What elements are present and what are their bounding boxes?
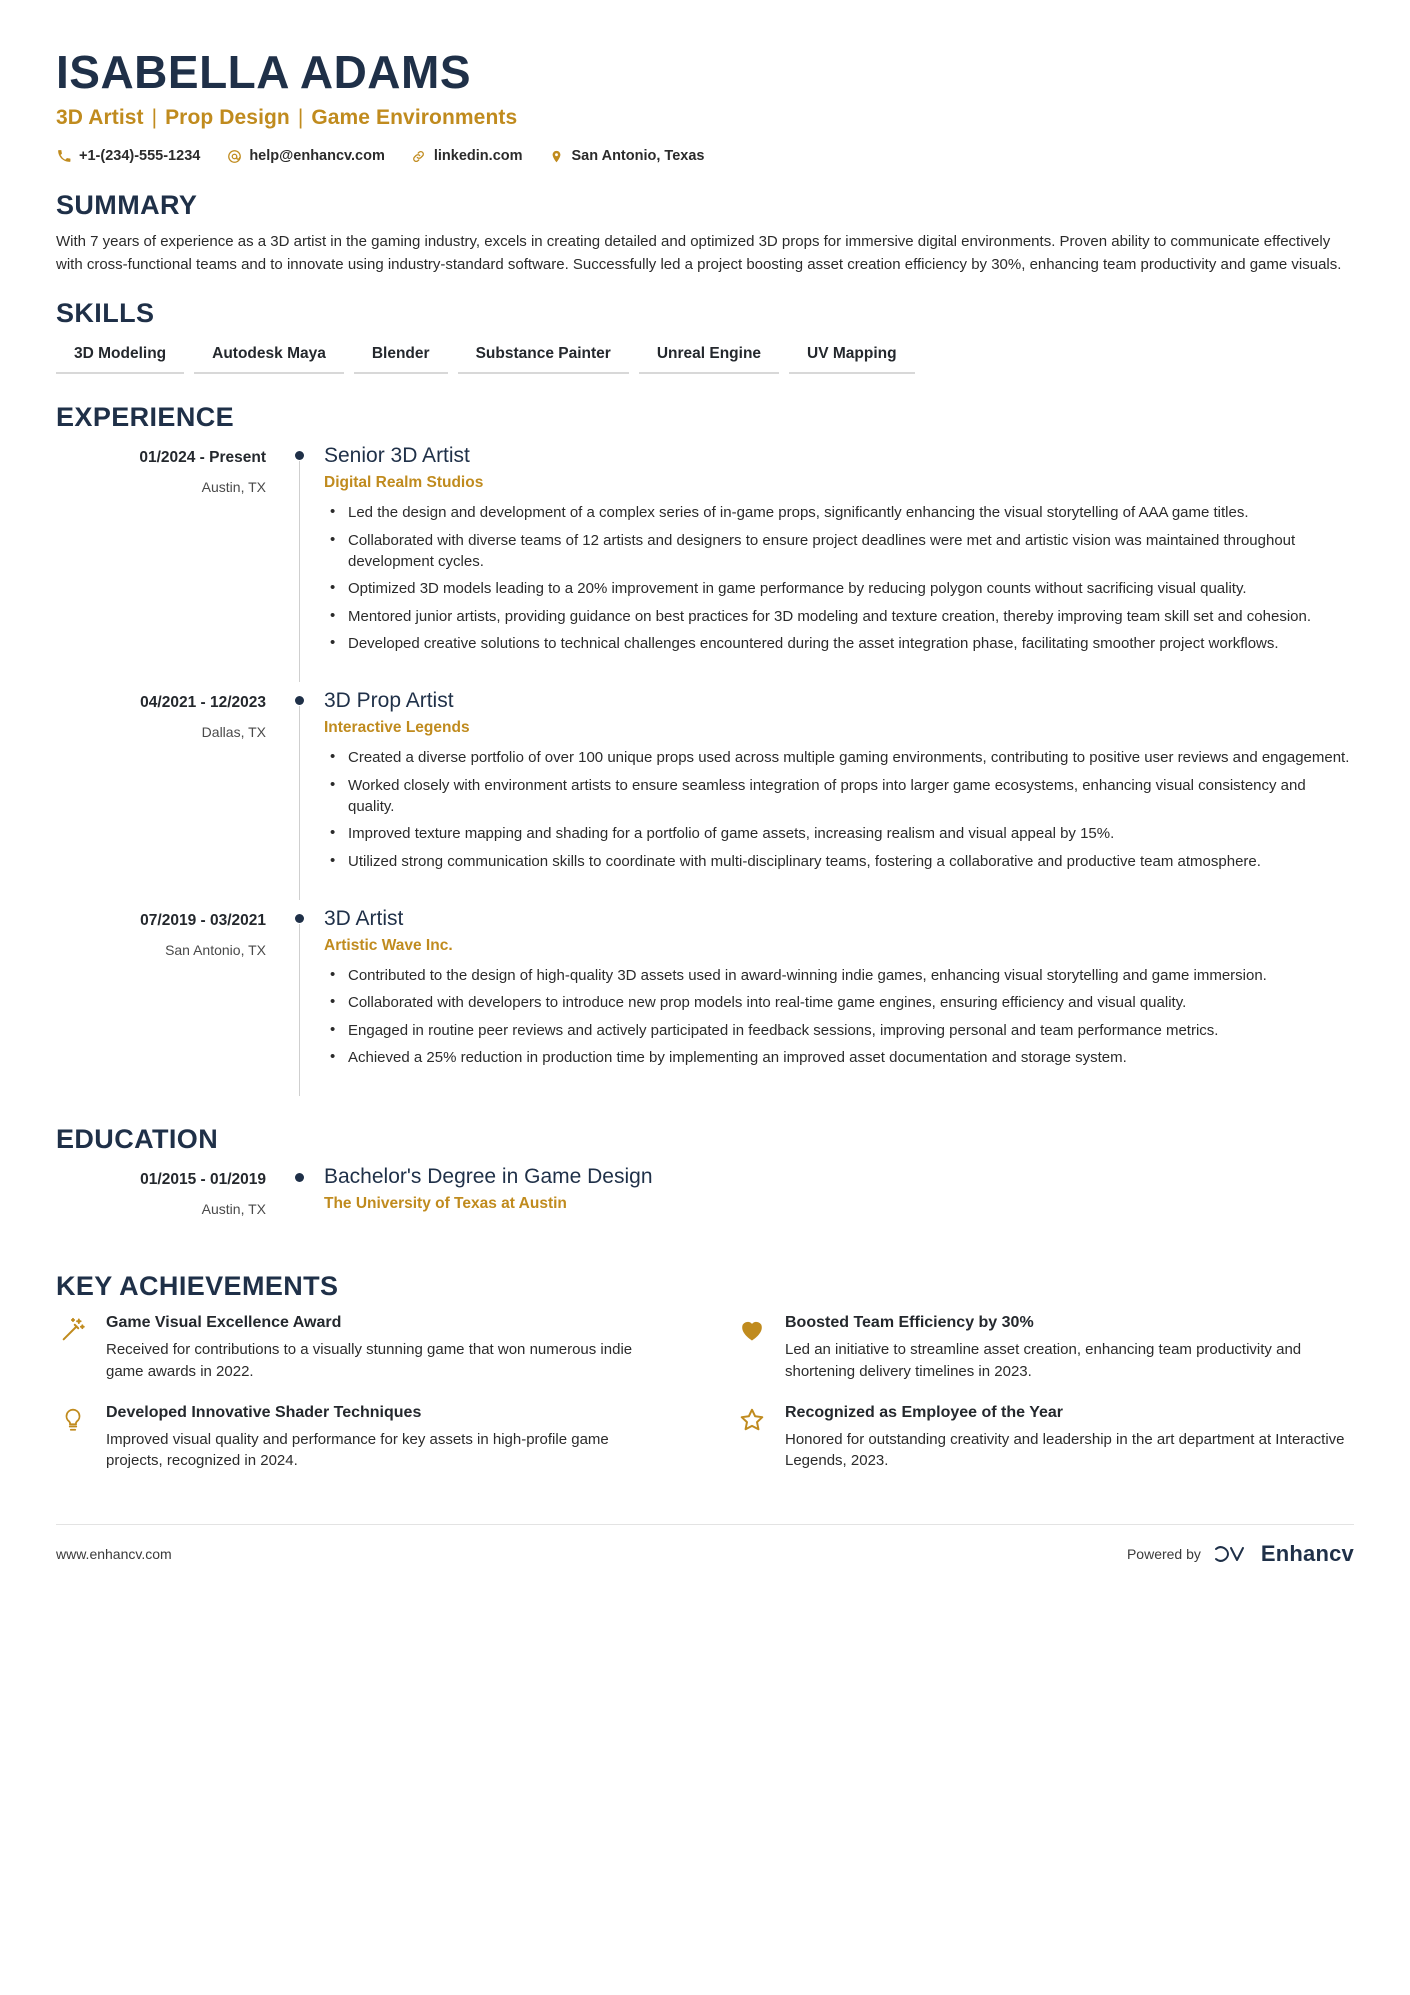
experience-entry-meta (56, 906, 284, 1096)
headline-separator-1: | (151, 106, 158, 130)
location-icon (549, 148, 565, 164)
experience-entry-body (320, 688, 1354, 900)
experience-entry (56, 906, 1354, 1102)
summary-section-title: SUMMARY (56, 190, 198, 221)
school-name: The University of Texas at Austin (324, 1195, 567, 1213)
job-company: Digital Realm Studios (324, 474, 484, 492)
achievement-title: Developed Innovative Shader Techniques (106, 1403, 422, 1421)
education-location: Austin, TX (201, 1201, 266, 1218)
contact-phone[interactable] (56, 148, 200, 164)
experience-entry-body (320, 906, 1354, 1096)
achievement-item (56, 1404, 675, 1472)
achievement-description: Improved visual quality and performance for key assets in high-profile game projects, recognized in 2024. (106, 1430, 609, 1470)
experience-entry (56, 688, 1354, 906)
powered-by-label: Powered by (1126, 1545, 1201, 1562)
timeline-dot-icon (295, 451, 304, 460)
enhancv-logo (1213, 1541, 1354, 1567)
job-bullets (324, 747, 1354, 871)
contact-linkedin[interactable] (411, 148, 523, 164)
job-bullet: • Created a diverse portfolio of over 100 unique props used across multiple gaming environments, contributing to positive user reviews and engagement. (346, 747, 1354, 768)
headline-part-2: Prop Design (165, 106, 290, 130)
skills-section-title: SKILLS (56, 298, 155, 329)
skill-chip: Unreal Engine (639, 341, 779, 374)
phone-icon (56, 148, 72, 164)
timeline-rail (284, 906, 320, 1096)
footer-url[interactable]: www.enhancv.com (56, 1545, 172, 1562)
job-bullet: • Engaged in routine peer reviews and actively participated in feedback sessions, improving personal and team performance metrics. (346, 1020, 1354, 1041)
job-bullet: • Led the design and development of a complex series of in-game props, significantly enhancing the visual storytelling of AAA game titles. (346, 502, 1354, 523)
headline-part-1: 3D Artist (56, 106, 144, 130)
email-icon (226, 148, 242, 164)
experience-entry-meta (56, 443, 284, 682)
timeline-dot-icon (295, 1173, 304, 1182)
key-achievements-grid (56, 1314, 1354, 1471)
summary-section (56, 190, 1354, 276)
experience-date: 07/2019 - 03/2021 (140, 911, 266, 929)
footer-branding (1127, 1541, 1354, 1567)
headline-part-3: Game Environments (311, 106, 518, 130)
job-bullet: • Worked closely with environment artists to ensure seamless integration of props into larger game ecosystems, enhancing visual consistency and quality. (346, 775, 1354, 818)
timeline-line (299, 924, 300, 1096)
education-section (56, 1124, 1354, 1241)
achievement-item (735, 1314, 1354, 1382)
experience-date: 04/2021 - 12/2023 (140, 694, 266, 712)
job-bullet: • Contributed to the design of high-quality 3D assets used in award-winning indie games, enhancing visual storytelling and game immersion. (346, 965, 1354, 986)
page-title: ISABELLA ADAMS (56, 46, 472, 98)
summary-text: With 7 years of experience as a 3D artist in the gaming industry, excels in creating detailed and optimized 3D props for immersive digital environments. Proven ability to communicate effectively with cross-functional teams and to innovate using industry-standard software. Successfully led a project boosting asset creation efficiency by 30%, enhancing team productivity and game visuals. (56, 233, 1342, 273)
skill-chip: Substance Painter (458, 341, 629, 374)
experience-section (56, 402, 1354, 1102)
professional-headline (56, 106, 1354, 130)
contact-phone-text: +1-(234)-555-1234 (79, 148, 201, 165)
resume-header (56, 48, 1354, 164)
timeline-rail (284, 688, 320, 900)
contact-location (549, 148, 705, 164)
job-company: Artistic Wave Inc. (324, 937, 453, 955)
achievement-item (735, 1404, 1354, 1472)
job-bullet: • Mentored junior artists, providing guidance on best practices for 3D modeling and texture creation, thereby improving team skill set and cohesion. (346, 606, 1354, 627)
contact-location-text: San Antonio, Texas (571, 148, 705, 165)
job-bullet: • Collaborated with diverse teams of 12 artists and designers to ensure project deadlines were met and artistic vision was maintained throughout development cycles. (346, 530, 1354, 573)
job-bullet: • Developed creative solutions to technical challenges encountered during the asset integration phase, facilitating smoother project workflows. (346, 633, 1354, 654)
skill-chip: Autodesk Maya (194, 341, 344, 374)
experience-location: Austin, TX (201, 479, 266, 496)
education-entry-meta (56, 1165, 284, 1235)
degree-title: Bachelor's Degree in Game Design (324, 1165, 653, 1189)
contact-row (56, 148, 1354, 164)
lightbulb-icon (56, 1404, 90, 1434)
experience-date: 01/2024 - Present (139, 449, 266, 467)
education-section-title: EDUCATION (56, 1124, 219, 1155)
enhancv-wordmark: Enhancv (1260, 1540, 1354, 1566)
achievement-description: Led an initiative to streamline asset creation, enhancing team productivity and shortening delivery timelines in 2023. (785, 1341, 1302, 1380)
experience-entry-body (320, 443, 1354, 682)
contact-email-text: help@enhancv.com (249, 148, 385, 165)
skill-chip: UV Mapping (789, 341, 915, 374)
achievement-body (785, 1404, 1354, 1472)
job-bullets (324, 502, 1354, 654)
heart-icon (735, 1314, 769, 1344)
experience-location: San Antonio, TX (165, 941, 266, 958)
timeline-rail (284, 1165, 320, 1235)
job-bullet: • Utilized strong communication skills to coordinate with multi-disciplinary teams, fostering a collaborative and productive team atmosphere. (346, 851, 1354, 872)
job-title: 3D Artist (324, 906, 404, 930)
experience-section-title: EXPERIENCE (56, 402, 235, 433)
key-achievements-section-title: KEY ACHIEVEMENTS (56, 1271, 339, 1302)
skills-section (56, 298, 1354, 374)
skill-chip: Blender (354, 341, 448, 374)
key-achievements-section (56, 1271, 1354, 1471)
education-entry-body (320, 1165, 1354, 1235)
timeline-dot-icon (295, 914, 304, 923)
contact-email[interactable] (226, 148, 385, 164)
job-title: 3D Prop Artist (324, 689, 454, 713)
page-footer (56, 1524, 1354, 1593)
link-icon (411, 148, 427, 164)
achievement-description: Received for contributions to a visually stunning game that won numerous indie game awards in 2022. (106, 1341, 633, 1380)
skills-list (56, 341, 1354, 374)
star-icon (735, 1404, 769, 1434)
achievement-title: Boosted Team Efficiency by 30% (785, 1314, 1034, 1332)
education-entry (56, 1165, 1354, 1241)
timeline-line (299, 706, 300, 900)
job-title: Senior 3D Artist (324, 444, 470, 468)
achievement-item (56, 1314, 675, 1382)
job-bullet: • Improved texture mapping and shading for a portfolio of game assets, increasing realism and visual appeal by 15%. (346, 823, 1354, 844)
timeline-dot-icon (295, 696, 304, 705)
experience-entry (56, 443, 1354, 688)
job-bullet: • Achieved a 25% reduction in production time by implementing an improved asset documentation and storage system. (346, 1047, 1354, 1068)
experience-entry-meta (56, 688, 284, 900)
magic-wand-icon (56, 1314, 90, 1344)
education-date: 01/2015 - 01/2019 (140, 1171, 266, 1189)
achievement-body (785, 1314, 1354, 1382)
achievement-title: Recognized as Employee of the Year (785, 1403, 1064, 1421)
job-bullet: • Collaborated with developers to introduce new prop models into real-time game engines, ensuring efficiency and visual quality. (346, 992, 1354, 1013)
headline-separator-2: | (297, 106, 304, 130)
job-bullets (324, 965, 1354, 1068)
achievement-body (106, 1404, 675, 1472)
contact-linkedin-text: linkedin.com (433, 148, 523, 165)
achievement-body (106, 1314, 675, 1382)
achievement-description: Honored for outstanding creativity and leadership in the art department at Interactive Legends, 2023. (785, 1430, 1345, 1470)
skill-chip: 3D Modeling (56, 341, 184, 374)
timeline-rail (284, 443, 320, 682)
achievement-title: Game Visual Excellence Award (106, 1314, 342, 1332)
experience-location: Dallas, TX (201, 724, 266, 741)
enhancv-mark-icon (1213, 1542, 1253, 1566)
job-bullet: • Optimized 3D models leading to a 20% improvement in game performance by reducing polygon counts without sacrificing visual quality. (346, 578, 1354, 599)
job-company: Interactive Legends (324, 719, 470, 737)
timeline-line (299, 461, 300, 682)
